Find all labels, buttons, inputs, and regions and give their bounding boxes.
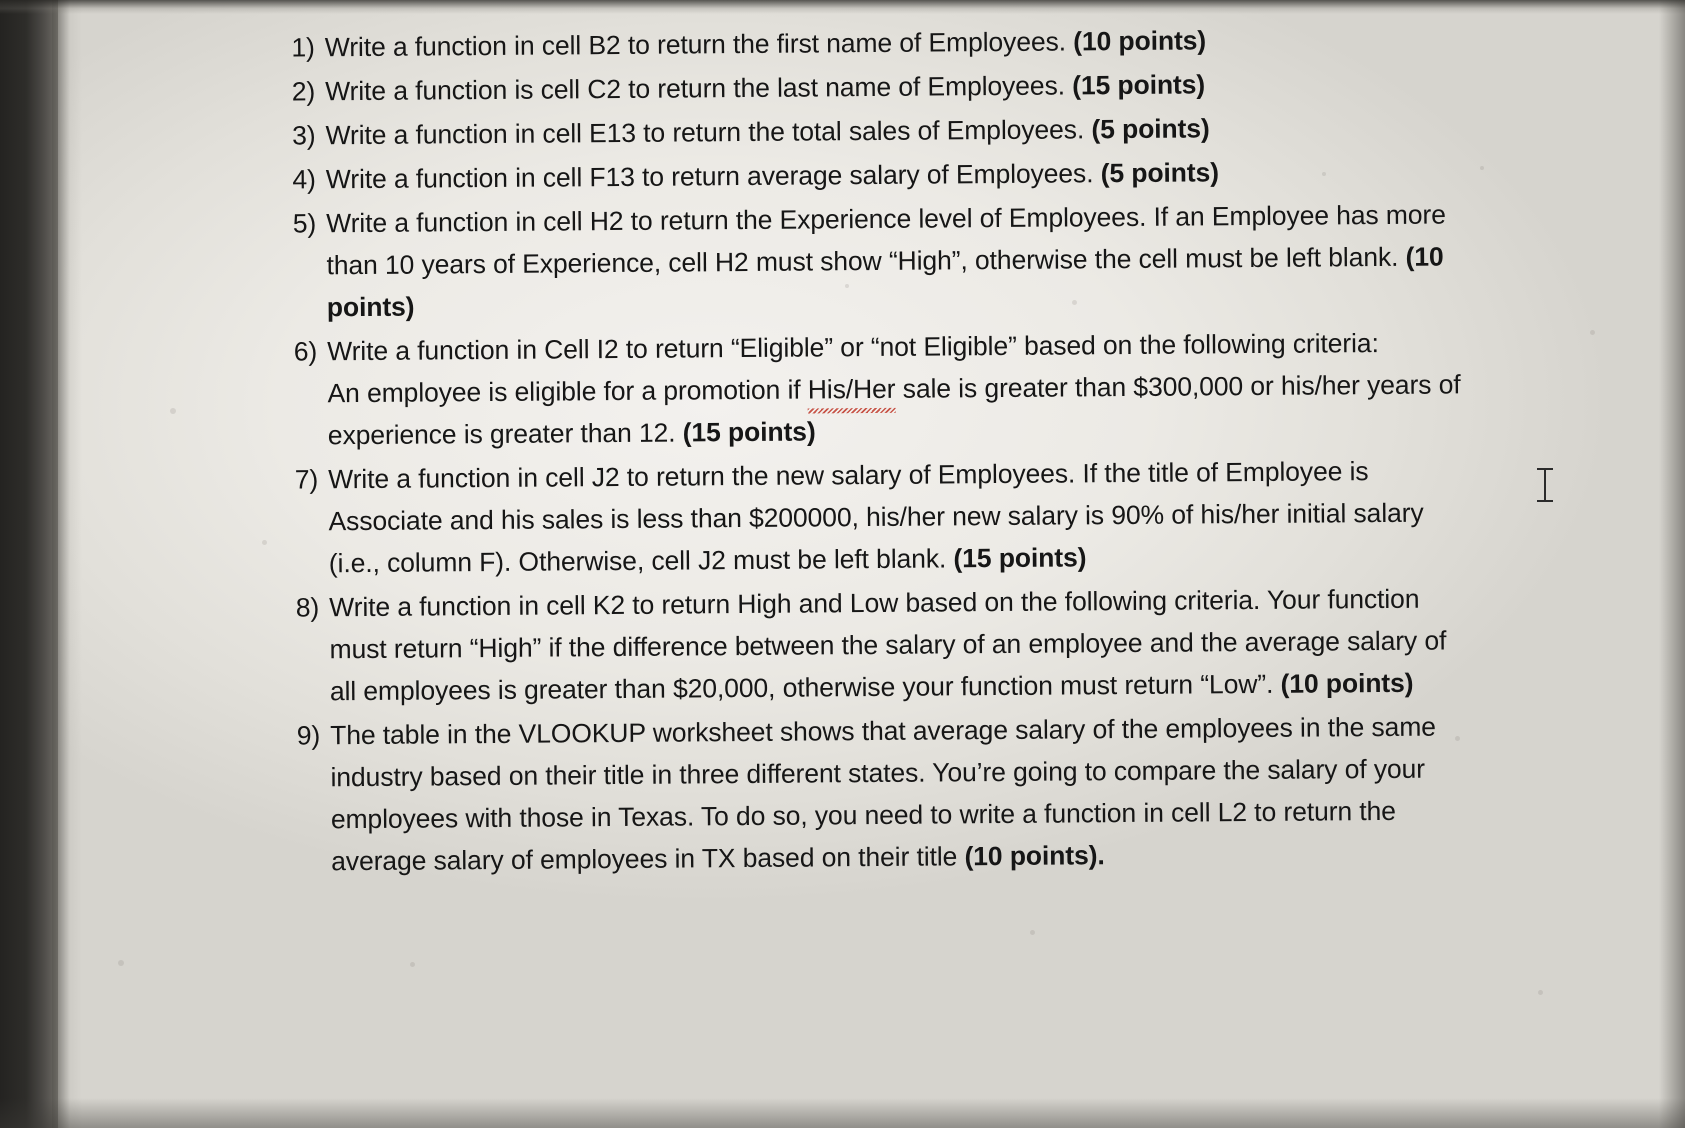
list-item [269, 17, 1469, 68]
question-number: 7) [294, 464, 319, 495]
question-number: 1) [291, 32, 315, 63]
list-item [269, 105, 1469, 156]
question-text [328, 449, 1473, 584]
question-number: 4) [292, 164, 316, 195]
paper-speck [1030, 930, 1035, 935]
points-label: (5 points) [1091, 113, 1210, 145]
ibeam-stem [1544, 470, 1546, 500]
points-label: (10 points) [1073, 25, 1207, 57]
question-body: Write a function in cell E13 to return the total sales of Employees. [325, 114, 1092, 151]
question-number: 6) [293, 336, 318, 367]
ibeam-bottom-cap [1537, 500, 1553, 502]
question-text [330, 705, 1475, 882]
question-text [325, 61, 1469, 112]
list-item [269, 61, 1469, 112]
question-number: 3) [292, 120, 316, 151]
list-item [270, 149, 1470, 200]
text-ibeam-cursor-icon [1536, 468, 1554, 502]
paper-speck [118, 960, 124, 966]
question-text [326, 193, 1471, 328]
paper-speck [1480, 166, 1484, 170]
binder-left-edge [0, 0, 58, 1128]
binder-left-edge-highlight [52, 0, 82, 1128]
question-subparagraph [327, 363, 1472, 456]
page-right-shadow [1659, 0, 1685, 1128]
subparagraph-text: An employee is eligible for a promotion if [327, 374, 808, 409]
spellcheck-underlined-text: His/Her [808, 368, 896, 411]
points-label: (15 points) [682, 416, 816, 448]
question-body: The table in the VLOOKUP worksheet shows that average salary of the employees in the same industry based on their title in three different states. You’re going to compare the salary of your employees with those in Texas. To do so, you need to write a function in cell L2 to return the average salary of employees in TX based on their title [330, 711, 1436, 877]
question-number: 9) [296, 720, 321, 751]
page-top-shadow [0, 0, 1685, 14]
paper-speck [1538, 990, 1543, 995]
question-body: Write a function in cell J2 to return the new salary of Employees. If the title of Employee is Associate and his sales is less than $200000, his/her new salary is 90% of his/her initial salary (i.e., column F). Otherwise, cell J2 must be left blank. [328, 456, 1424, 579]
subparagraph-text-cont: sale is greater than $300,000 or his/her years of experience is greater than 12. [327, 369, 1461, 451]
list-item [274, 705, 1475, 882]
question-text [325, 17, 1469, 68]
page-bottom-shadow [0, 1098, 1685, 1128]
points-label: (10 points) [326, 241, 1444, 323]
list-item [271, 321, 1472, 456]
question-text [329, 577, 1474, 712]
question-text [326, 149, 1470, 200]
question-body: Write a function in cell K2 to return High and Low based on the following criteria. Your function must return “High” if the difference between the salary of an employee and the average salary of all employees is greater than $20,000, otherwise your function must return “Low”. [329, 583, 1447, 707]
list-item [270, 193, 1471, 328]
question-number: 2) [291, 76, 316, 107]
question-body: Write a function in cell F13 to return average salary of Employees. [325, 158, 1101, 195]
question-number: 5) [292, 208, 317, 239]
points-label: (10 points). [964, 840, 1105, 872]
assignment-question-list [269, 17, 1476, 882]
paper-speck [1590, 330, 1595, 335]
question-body: Write a function in cell H2 to return the Experience level of Employees. If an Employee has more than 10 years of Experience, cell H2 must show “High”, otherwise the cell must be left blank. [326, 199, 1446, 281]
question-body: Write a function in Cell I2 to return “Eligible” or “not Eligible” based on the following criteria: [327, 328, 1379, 367]
points-label: (5 points) [1100, 157, 1220, 189]
question-number: 8) [295, 592, 320, 623]
paper-speck [410, 962, 415, 967]
question-text [325, 105, 1469, 156]
points-label: (15 points) [1072, 69, 1206, 101]
assignment-question-list-container [269, 17, 1476, 884]
paper-speck [262, 540, 267, 545]
question-body: Write a function in cell B2 to return the first name of Employees. [324, 26, 1074, 63]
list-item [273, 577, 1474, 712]
points-label: (10 points) [1280, 667, 1414, 699]
list-item [272, 449, 1473, 584]
points-label: (15 points) [953, 542, 1087, 574]
question-body: Write a function is cell C2 to return the last name of Employees. [325, 70, 1073, 107]
paper-speck [170, 408, 176, 414]
